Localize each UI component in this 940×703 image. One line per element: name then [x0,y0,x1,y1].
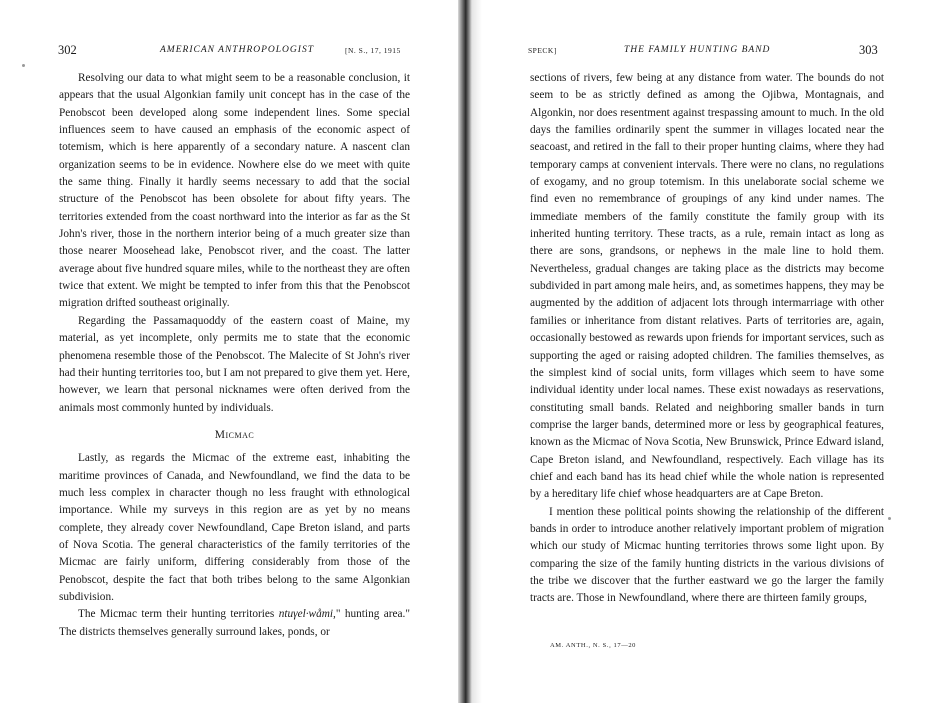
paragraph: Lastly, as regards the Micmac of the extreme east, inhabiting the maritime provinces of Canada, and Newfoundland, we find the data to be much less complex in character though no less fraught with ethnological importance. While my surveys in this region are as yet by no means complete, they already cover Newfoundland, Cape Breton island, and parts of Nova Scotia. The general characteristics of the family territories of the Micmac are fairly uniform, differing considerably from those of the Penobscot, despite the fact that both tribes belong to the same Algonkian subdivision. [59,452,410,603]
left-page [0,0,458,703]
left-body-text [59,70,410,641]
right-page-number: 303 [859,43,878,57]
paragraph: Resolving our data to what might seem to be a reasonable conclusion, it appears that the usual Algonkian family unit concept has in the case of the Penobscot been developed along some independent lines. Some special influences seem to have caused an emphasis of the economic aspect of totemism, which is here apparently of a secondary nature. A nascent clan organization seems to be in evidence. Nowhere else do we meet with quite the same thing. Finally it hardly seems necessary to add that the social structure of the Penobscot has been obsolete for about fifty years. The territories extended from the coast northward into the interior as far as the St John's river, those in the northern interior being of a much greater size than those nearer Moosehead lake, Penobscot river, and the coast. The latter average about five hundred square miles, while to the northeast they are often twice that extent. We might be tempted to infer from this that the Penobscot migration drifted southeast originally. [59,72,411,310]
right-body-text [530,70,884,608]
section-heading-micmac: Micmac [214,428,255,441]
left-page-number: 302 [58,43,77,57]
paragraph: sections of rivers, few being at any distance from water. The bounds do not seem to be as strictly defined as among the Ojibwa, Montagnais, and Algonkin, nor does resentment against trespassing amount to much. In the old days the families ordinarily spent the summer in villages located near the seacoast, and retired in the fall to their proper hunting claims, where they had temporary camps at convenient intervals. There were no clans, no regulations of exogamy, and no group totemism. In this unelaborate social scheme we find even no remembrance of groupings of any kind under names. The immediate members of the family constitute the family group with its inherited hunting territory. These tracts, as a rule, remain intact as long as there are sons, grandsons, or nephews in the male line to hold them. Nevertheless, gradual changes are taking place as the districts may become subdivided in part among male heirs, and, as sometimes happens, they may be augmented by the addition of adjacent lots through intermarriage with other families or inheritance from distant relatives. Parts of territories are, again, occasionally bestowed as rewards upon friends for important services, such as supporting the aged or raising adopted children. The families themselves, as the simplest kind of social units, form villages which seem to have some individual identity under local names. These exist nowadays as reservations, constituting small bands. Related and neighboring smaller bands in turn comprise the larger bands, determined more or less by geographical features, known as the Micmac of Nova Scotia, New Brunswick, Prince Edward island, Cape Breton island, and Newfoundland, respectively. Each village has its chief and each band has its head chief while the whole nation is represented by a hereditary life chief whose headquarters are at Cape Breton. [530,72,884,501]
paragraph: I mention these political points showing the relationship of the different bands in order to introduce another relatively important problem of migration which our study of Micmac hunting territories throws some light upon. By comparing the size of the family hunting districts in the various divisions of the tribe we discover that the further eastward we go the larger the family tracts are. Those in Newfoundland, where there are thirteen family groups, [530,505,884,605]
left-journal-title: AMERICAN ANTHROPOLOGIST [160,45,314,55]
book-gutter [458,0,472,703]
scan-speck [22,64,25,67]
left-volume-info: [N. S., 17, 1915 [345,46,401,55]
scan-speck [888,517,891,520]
right-page [472,0,940,703]
right-author: SPECK] [528,46,557,55]
native-term: ntuγel·wåmi, [278,608,336,621]
text-run: " hunting area." The districts themselves generally surround lakes, ponds, or [59,608,410,638]
signature-line: AM. ANTH., N. S., 17—20 [550,642,637,649]
left-running-head [58,44,410,58]
paragraph: Regarding the Passamaquoddy of the eastern coast of Maine, my material, as yet incomplete, only permits me to state that the economic phenomena resemble those of the Penobscot. The Malecite of St John's river had their hunting territories too, but I am not prepared to give them yet. Here, however, we learn that personal nicknames were often derived from the animals most commonly hunted by individuals. [59,314,410,414]
text-run: The Micmac term their hunting territories [78,608,279,621]
right-running-head [528,44,884,58]
right-article-title: THE FAMILY HUNTING BAND [624,45,771,55]
paragraph-last [59,606,410,641]
